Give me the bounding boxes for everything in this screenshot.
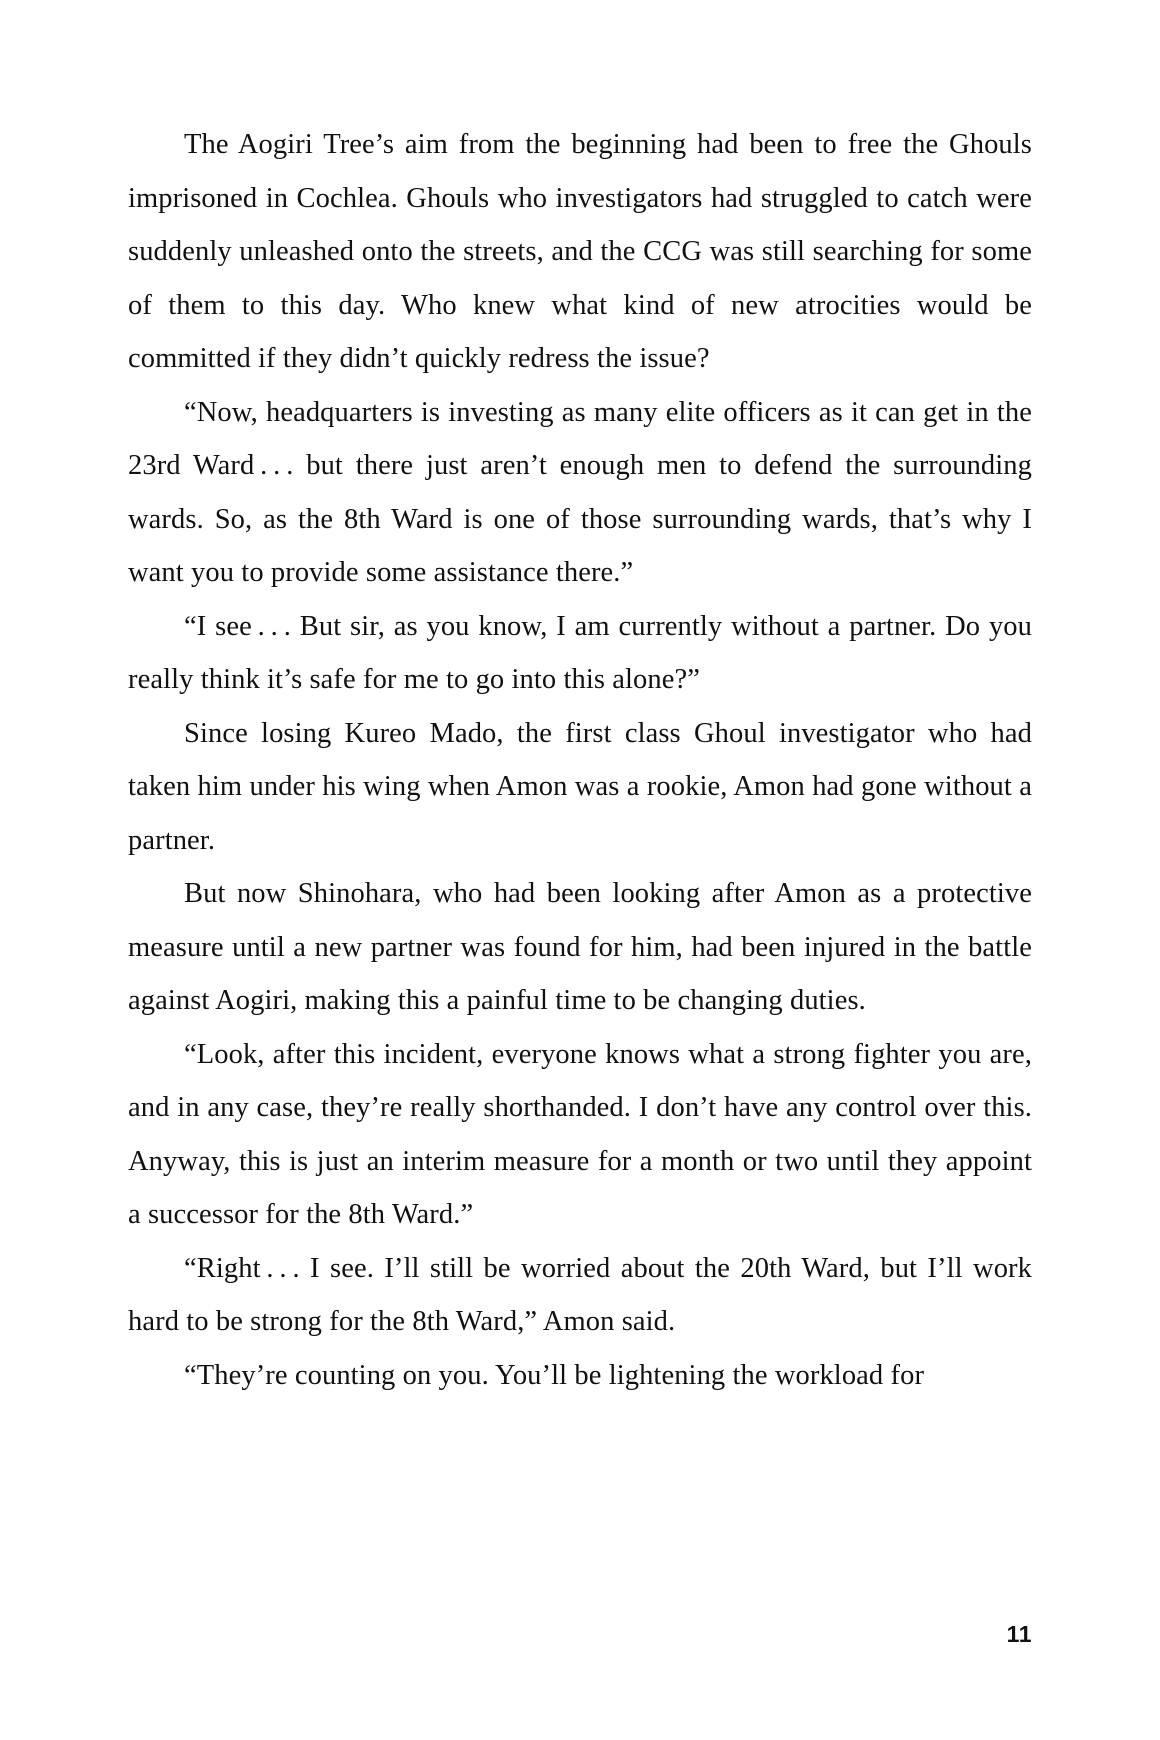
paragraph: Since losing Kureo Mado, the first class Ghoul investigator who had taken him under his wing when Amon was a rookie, Amon had gone without a partner. (128, 717, 1032, 856)
paragraph: “Look, after this incident, everyone knows what a strong fighter you are, and in any case, they’re really shorthanded. I don’t have any control over this. Anyway, this is just an interim measure for a month or two until they appoint a successor for the 8th Ward.” (128, 1038, 1032, 1230)
paragraph: “Right . . . I see. I’ll still be worried about the 20th Ward, but I’ll work hard to be strong for the 8th Ward,” Amon said. (128, 1252, 1032, 1337)
paragraph: But now Shinohara, who had been looking after Amon as a protective measure until a new partner was found for him, had been injured in the battle against Aogiri, making this a painful time to be changing duties. (128, 878, 1032, 1016)
page-body (128, 118, 1032, 1402)
paragraph: “I see . . . But sir, as you know, I am currently without a partner. Do you really think it’s safe for me to go into this alone?” (128, 610, 1032, 695)
paragraph: The Aogiri Tree’s aim from the beginning had been to free the Ghouls imprisoned in Cochlea. Ghouls who investigators had struggled to catch were suddenly unleashed onto the streets, and the CCG was still searching for some of them to this day. Who knew what kind of new atrocities would be committed if they didn’t quickly redress the issue? (128, 129, 1032, 374)
paragraph: “Now, headquarters is investing as many elite officers as it can get in the 23rd Ward . . . but there just aren’t enough men to defend the surrounding wards. So, as the 8th Ward is one of those surrounding wards, that’s why I want you to provide some assistance there.” (128, 396, 1032, 588)
paragraph: “They’re counting on you. You’ll be lightening the workload for (184, 1359, 925, 1391)
page-number: 11 (1006, 1621, 1032, 1647)
